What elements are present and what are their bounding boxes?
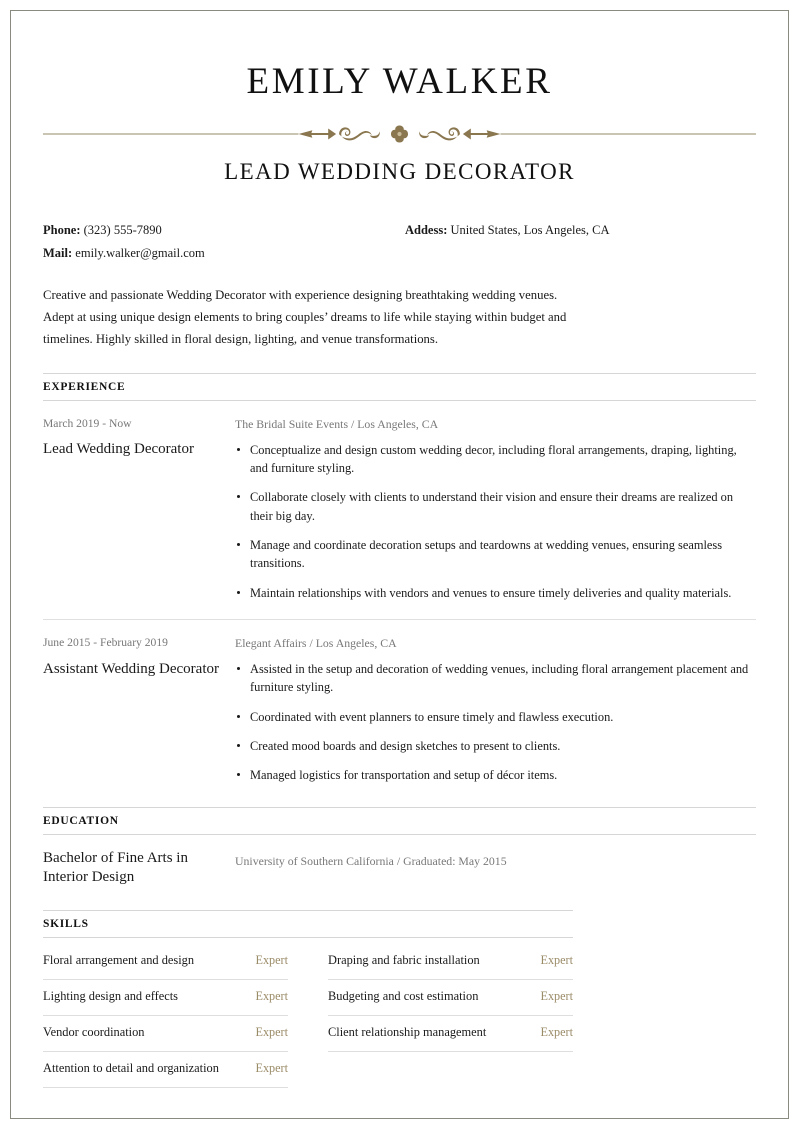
skill-name: Lighting design and effects [43, 989, 179, 1004]
experience-bullet-list [235, 441, 756, 603]
skill-name: Vendor coordination [43, 1025, 145, 1040]
experience-role: Lead Wedding Decorator [43, 441, 194, 458]
contact-address-label: Addess: [405, 223, 448, 238]
skills-section [43, 910, 756, 1088]
skill-row [43, 944, 288, 980]
skill-name: Floral arrangement and design [43, 953, 195, 968]
experience-bullet: Assisted in the setup and decoration of wedding venues, including floral arrangement placement and furniture styling. [235, 660, 756, 697]
experience-entry-body [235, 634, 756, 784]
skill-level: Expert [540, 1025, 573, 1040]
experience-organization: Elegant Affairs / Los Angeles, CA [235, 636, 397, 651]
contact-address-value: United States, Los Angeles, CA [450, 223, 610, 238]
contact-phone-value: (323) 555-7890 [83, 223, 162, 238]
skill-name: Attention to detail and organization [43, 1061, 219, 1076]
experience-bullet: Conceptualize and design custom wedding decor, including floral arrangements, draping, lighting, and furniture styling. [235, 441, 756, 478]
education-school: University of Southern California / Graduated: May 2015 [235, 853, 507, 868]
education-entry-meta [43, 849, 235, 888]
contact-mail-label: Mail: [43, 246, 73, 261]
skill-level: Expert [255, 1025, 288, 1040]
skill-row [328, 980, 573, 1016]
experience-entry [43, 620, 756, 784]
skill-level: Expert [255, 989, 288, 1004]
experience-bullet-list [235, 660, 756, 785]
contact-address [405, 219, 610, 242]
skill-row [43, 980, 288, 1016]
contact-mail [43, 242, 756, 265]
skill-row [328, 1016, 573, 1052]
experience-entry-meta [43, 634, 235, 784]
experience-entry-meta [43, 415, 235, 602]
experience-bullet: Manage and coordinate decoration setups and teardowns at wedding venues, ensuring seamless transitions. [235, 536, 756, 573]
experience-organization: The Bridal Suite Events / Los Angeles, CA [235, 416, 439, 431]
experience-date: March 2019 - Now [43, 416, 132, 430]
skill-level: Expert [540, 989, 573, 1004]
skill-level: Expert [540, 953, 573, 968]
experience-date: June 2015 - February 2019 [43, 636, 168, 650]
flourish-ornament-icon [43, 122, 756, 146]
skill-row [43, 1052, 288, 1088]
skills-column [43, 944, 288, 1088]
education-section [43, 807, 756, 888]
skill-row [43, 1016, 288, 1052]
skill-row [328, 944, 573, 980]
skill-name: Draping and fabric installation [328, 953, 480, 968]
profile-summary: Creative and passionate Wedding Decorator with experience designing breathtaking wedding venues. Adept at using unique design elements to bring couples’ dreams to life while staying within budget and timelines. Highly skilled in floral design, lighting, and venue transformations. [43, 288, 567, 347]
skill-level: Expert [255, 1061, 288, 1076]
resume-page [10, 10, 789, 1119]
page-title: EMILY WALKER [246, 61, 553, 102]
education-entry [43, 835, 756, 888]
experience-role: Assistant Wedding Decorator [43, 660, 219, 677]
experience-bullet: Coordinated with event planners to ensure timely and flawless execution. [235, 708, 756, 726]
skills-columns [43, 938, 756, 1088]
skills-section-title: SKILLS [43, 917, 89, 930]
skills-column [328, 944, 573, 1088]
experience-bullet: Maintain relationships with vendors and venues to ensure timely deliveries and quality materials. [235, 584, 756, 602]
resume-header [43, 61, 756, 185]
contact-phone [43, 219, 756, 242]
experience-bullet: Managed logistics for transportation and setup of décor items. [235, 766, 756, 784]
experience-bullet: Created mood boards and design sketches to present to clients. [235, 737, 756, 755]
education-degree: Bachelor of Fine Arts in Interior Design [43, 849, 188, 886]
education-entry-body [235, 849, 756, 888]
experience-bullet: Collaborate closely with clients to understand their vision and ensure their dreams are realized on their big day. [235, 488, 756, 525]
job-title: LEAD WEDDING DECORATOR [224, 158, 575, 184]
experience-entry-body [235, 415, 756, 602]
experience-list [43, 401, 756, 785]
education-list [43, 835, 756, 888]
experience-section-title: EXPERIENCE [43, 380, 126, 393]
education-section-title: EDUCATION [43, 814, 119, 827]
skill-level: Expert [255, 953, 288, 968]
experience-section [43, 373, 756, 785]
contact-mail-value: emily.walker@gmail.com [75, 246, 205, 261]
ornamental-divider [43, 122, 756, 146]
experience-entry [43, 401, 756, 602]
contact-block [43, 219, 756, 265]
contact-phone-label: Phone: [43, 223, 81, 238]
skill-name: Client relationship management [328, 1025, 487, 1040]
skill-name: Budgeting and cost estimation [328, 989, 479, 1004]
